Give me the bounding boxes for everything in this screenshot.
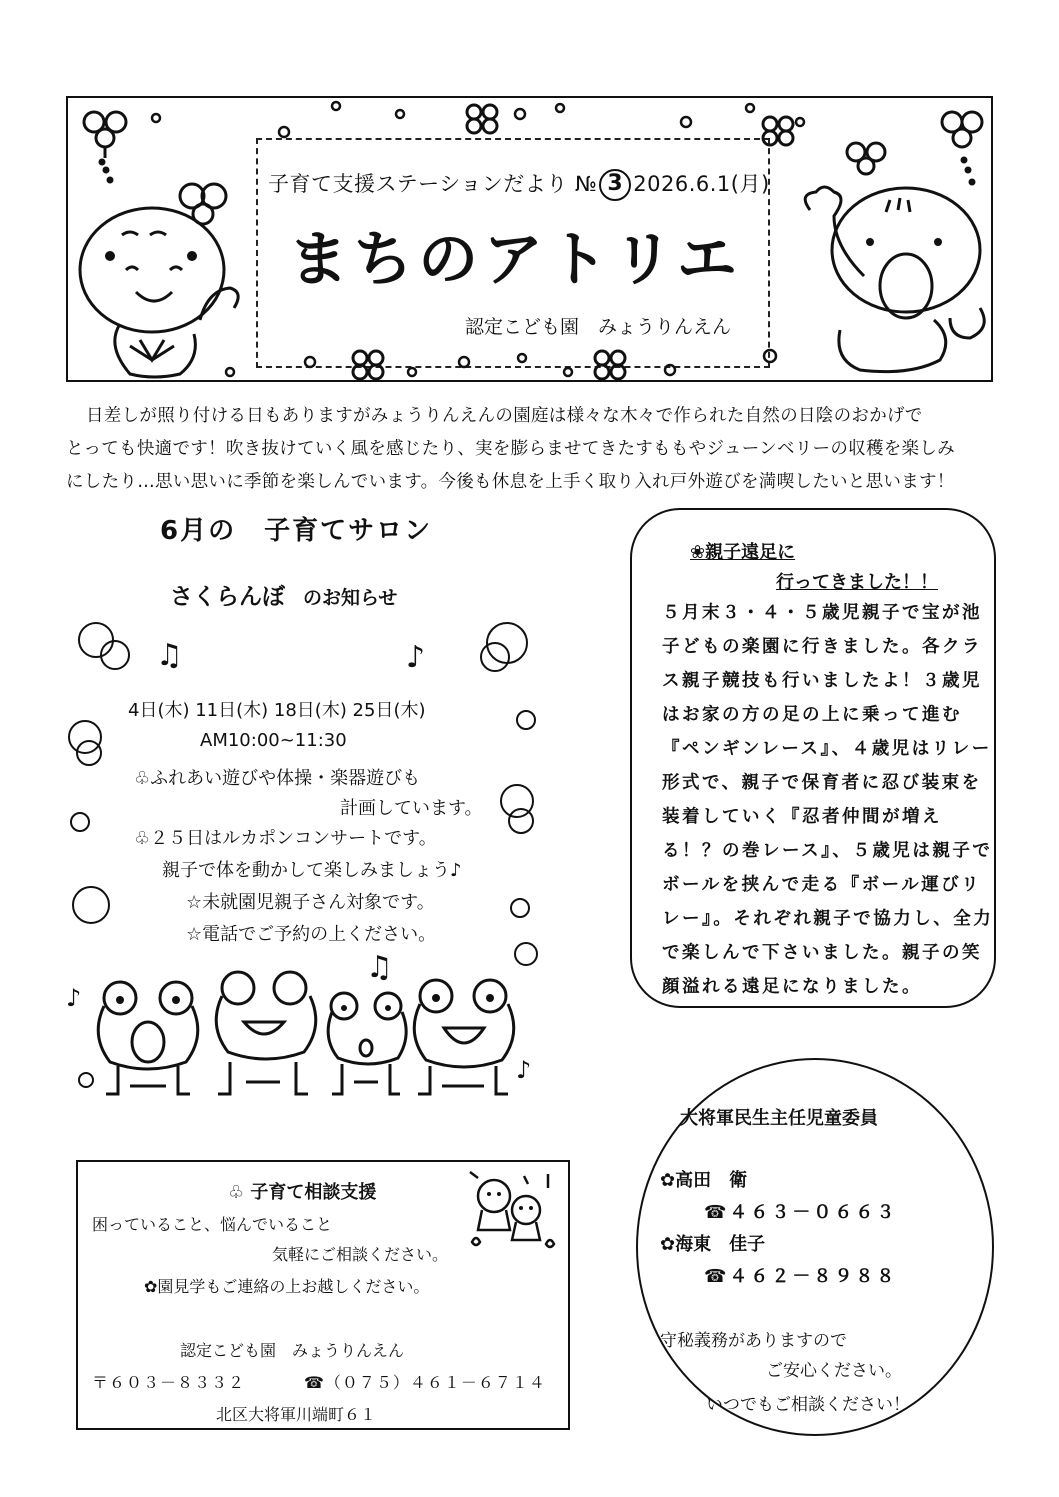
- issue-date: 2026.6.1: [633, 172, 731, 196]
- salon-line: 親子で体を動かして楽しみましょう♪: [162, 860, 462, 881]
- bubble-decoration: [514, 942, 538, 966]
- dot-decoration: [150, 100, 830, 390]
- flower-icon: ✿: [660, 1234, 676, 1255]
- issue-weekday: (月): [730, 172, 770, 196]
- trip-line: 顔溢れる遠足になりました。: [662, 977, 922, 997]
- flower-icon: ✿: [144, 1277, 158, 1296]
- bubble-decoration: [480, 642, 510, 672]
- note-icon: ♫: [156, 638, 183, 673]
- salon-line: ☆電話でご予約の上ください。: [186, 924, 437, 945]
- consult-line: 気軽にご相談ください。: [272, 1245, 449, 1264]
- bubble-decoration: [516, 710, 536, 730]
- salon-name: さくらんぼ: [170, 584, 285, 610]
- intro-line: 日差しが照り付ける日もありますがみょうりんえんの園庭は様々な木々で作られた自然の日陰のおかげで: [86, 406, 923, 426]
- flower-icon: ❀: [690, 542, 706, 563]
- frog-icon-group: [90, 966, 520, 1106]
- committee-note: 守秘義務がありますので: [660, 1331, 847, 1351]
- salon-subtitle: [170, 578, 397, 611]
- committee-phone: ☎４６３－０６６３: [704, 1202, 898, 1223]
- consult-line: [144, 1274, 429, 1297]
- committee-title: 大将軍民生主任児童委員: [680, 1108, 878, 1129]
- bubble-decoration: [510, 898, 530, 918]
- consult-phone: ☎（０７５）４６１－６７１４: [304, 1373, 546, 1392]
- trip-title: [690, 538, 795, 564]
- issue-prefix: №: [574, 172, 598, 196]
- trip-line: 子どもの楽園に行きました。各クラ: [662, 637, 982, 657]
- teru-teru-bozu-icon: [464, 1166, 560, 1256]
- committee-note: ご安心ください。: [766, 1361, 902, 1381]
- trip-line: レー』。それぞれ親子で協力し、全力: [662, 909, 994, 929]
- trip-title-text: 親子遠足に: [705, 542, 796, 563]
- committee-note: いつでもご相談ください！: [706, 1395, 910, 1415]
- intro-paragraph: [66, 400, 996, 499]
- consult-line-text: 園見学もご連絡の上お越しください。: [157, 1277, 430, 1296]
- school-name: 認定こども園 みょうりんえん: [465, 316, 732, 338]
- bubble-decoration: [72, 886, 110, 924]
- bubble-decoration: [76, 740, 102, 766]
- trip-title-line2: 行ってきました！！: [776, 572, 938, 593]
- bubble-decoration: [100, 640, 130, 670]
- consult-postal: 〒６０３－８３３２: [92, 1373, 246, 1392]
- salon-time: AM10:00~11:30: [200, 730, 347, 751]
- trip-line: で楽しんで下さいました。親子の笑: [662, 943, 982, 963]
- note-icon: ♪: [516, 1056, 532, 1084]
- salon-line-text: ふれあい遊びや体操・楽器遊びも: [150, 768, 421, 789]
- committee-member: [660, 1230, 765, 1256]
- page-title: まちのアトリエ: [288, 225, 742, 295]
- salon-title: 6月の 子育てサロン: [160, 516, 433, 546]
- clover-icon: ♧: [228, 1182, 245, 1203]
- flower-icon: ✿: [660, 1170, 676, 1191]
- trip-line: ボールを挟んで走る『ボール運びリ: [662, 875, 982, 895]
- member-name: 海東 佳子: [675, 1234, 766, 1255]
- subtitle-text: 子育て支援ステーションだより: [268, 172, 568, 196]
- note-icon: ♪: [406, 640, 426, 675]
- note-icon: ♪: [66, 984, 82, 1012]
- salon-line: [134, 764, 420, 790]
- consult-line: 困っていること、悩んでいること: [92, 1215, 333, 1234]
- trip-line: 装着していく『忍者仲間が増え: [662, 807, 942, 827]
- trip-line: 形式で、親子で保育者に忍び装束を: [662, 773, 982, 793]
- salon-name-suffix: のお知らせ: [303, 587, 398, 609]
- trip-report-body: [662, 596, 994, 1004]
- trip-line: はお家の方の足の上に乗って進む: [662, 705, 962, 725]
- consult-title: [228, 1178, 376, 1204]
- member-name: 高田 衛: [675, 1170, 748, 1191]
- salon-line: [134, 824, 437, 850]
- consult-school: 認定こども園 みょうりんえん: [180, 1341, 405, 1360]
- trip-line: ５月末３・４・５歳児親子で宝が池: [662, 603, 982, 623]
- consult-address: 北区大将軍川端町６１: [216, 1405, 377, 1424]
- intro-line: にしたり…思い思いに季節を楽しんでいます。今後も休息を上手く取り入れ戸外遊びを満喫したいと思います！: [66, 472, 955, 492]
- clover-icon: ♧: [134, 828, 151, 849]
- trip-line: る！？の巻レース』、５歳児は親子で: [662, 841, 993, 861]
- clover-icon: ♧: [134, 768, 151, 789]
- trip-line: ス親子競技も行いましたよ！３歳児: [662, 671, 982, 691]
- consult-title-text: 子育て相談支援: [250, 1182, 377, 1203]
- intro-line: とっても快適です！吹き抜けていく風を感じたり、実を膨らませてきたすももやジューンベリーの収穫を楽しみ: [66, 439, 955, 459]
- issue-number: 3: [599, 169, 631, 201]
- bubble-decoration: [508, 808, 534, 834]
- salon-line-text: ２５日はルカポンコンサートです。: [150, 828, 437, 849]
- note-icon: ♫: [366, 950, 393, 985]
- committee-member: [660, 1166, 747, 1192]
- salon-line: ☆未就園児親子さん対象です。: [186, 892, 435, 913]
- trip-line: 『ペンギンレース』、４歳児はリレー: [662, 739, 992, 759]
- committee-phone: ☎４６２－８９８８: [704, 1266, 898, 1287]
- salon-dates: 4日(木) 11日(木) 18日(木) 25日(木): [128, 700, 426, 721]
- salon-line: 計画しています。: [340, 798, 483, 819]
- bubble-decoration: [70, 812, 90, 832]
